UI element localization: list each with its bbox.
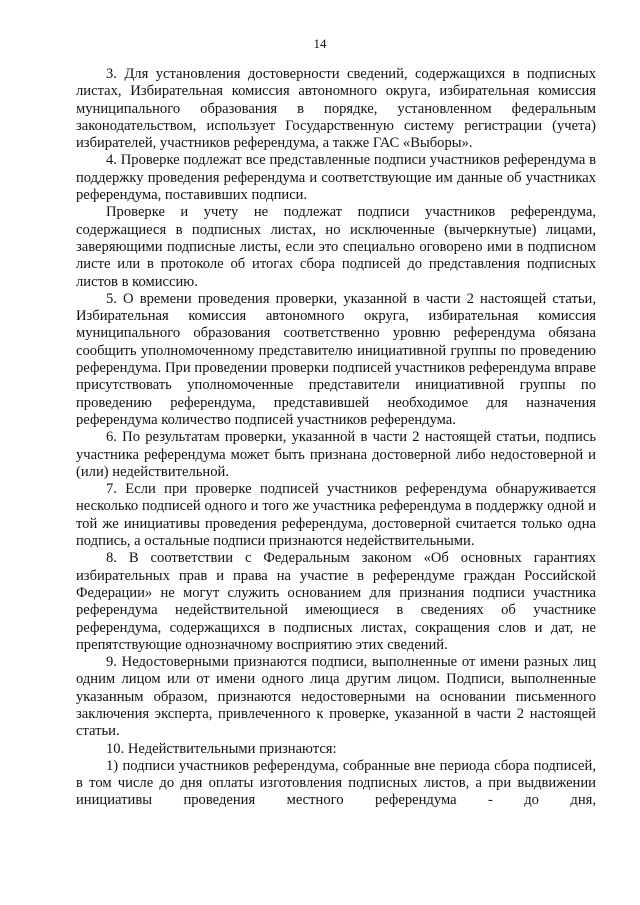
- paragraph-10: 10. Недействительными признаются:: [106, 740, 337, 757]
- paragraph-3: 3. Для установления достоверности сведений, содержащихся в подписных листах, Избирательная комиссия автономного округа, избирательная комиссия муниципального образования в порядке, установленном федеральным законодательством, использует Государственную систему регистрации (учета) избирателей, участников референдума, а также ГАС «Выборы».: [76, 66, 596, 152]
- page-number: 14: [313, 36, 327, 51]
- document-body: [76, 66, 596, 810]
- paragraph-7: 7. Если при проверке подписей участников референдума обнаруживается несколько подписей одного и того же участника референдума в поддержку одной и той же инициативы проведения референдума, достоверной считается только одна подпись, а остальные подписи признаются недействительными.: [76, 481, 596, 550]
- paragraph-10-item-1: 1) подписи участников референдума, собранные вне периода сбора подписей, в том числе до дня оплаты изготовления подписных листов, а при выдвижении инициативы проведения местного референдума - до дня,: [76, 757, 596, 809]
- paragraph-4: 4. Проверке подлежат все представленные подписи участников референдума в поддержку проведения референдума и соответствующие им данные об участниках референдума, поставивших подписи.: [76, 152, 596, 204]
- paragraph-4-continued: Проверке и учету не подлежат подписи участников референдума, содержащиеся в подписных листах, но исключенные (вычеркнутые) лицами, заверяющими подписные листы, если это специально оговорено ими в подписном листе или в протоколе об итогах сбора подписей до представления подписных листов в комиссию.: [76, 204, 596, 290]
- paragraph-9: 9. Недостоверными признаются подписи, выполненные от имени разных лиц одним лицом или от имени одного лица другим лицом. Подписи, выполненные указанным образом, признаются недостоверными на основании письменного заключения эксперта, привлеченного к проверке, указанной в части 2 настоящей статьи.: [76, 654, 596, 740]
- paragraph-8: 8. В соответствии с Федеральным законом «Об основных гарантиях избирательных прав и права на участие в референдуме граждан Российской Федерации» не могут служить основанием для признания подписи участника референдума недействительной имеющиеся в сведениях об участнике референдума, содержащихся в подписных листах, сокращения слов и дат, не препятствующие однозначному восприятию этих сведений.: [76, 550, 596, 653]
- paragraph-6: 6. По результатам проверки, указанной в части 2 настоящей статьи, подпись участника референдума может быть признана достоверной либо недостоверной и (или) недействительной.: [76, 429, 596, 480]
- paragraph-5: 5. О времени проведения проверки, указанной в части 2 настоящей статьи, Избирательная комиссия автономного округа, избирательная комиссия муниципального образования соответственно уровню референдума обязана сообщить уполномоченному представителю инициативной группы по проведению референдума. При проведении проверки подписей участников референдума вправе присутствовать уполномоченные представители инициативной группы по проведению референдума, представившей необходимое для назначения референдума количество подписей участников референдума.: [76, 290, 596, 428]
